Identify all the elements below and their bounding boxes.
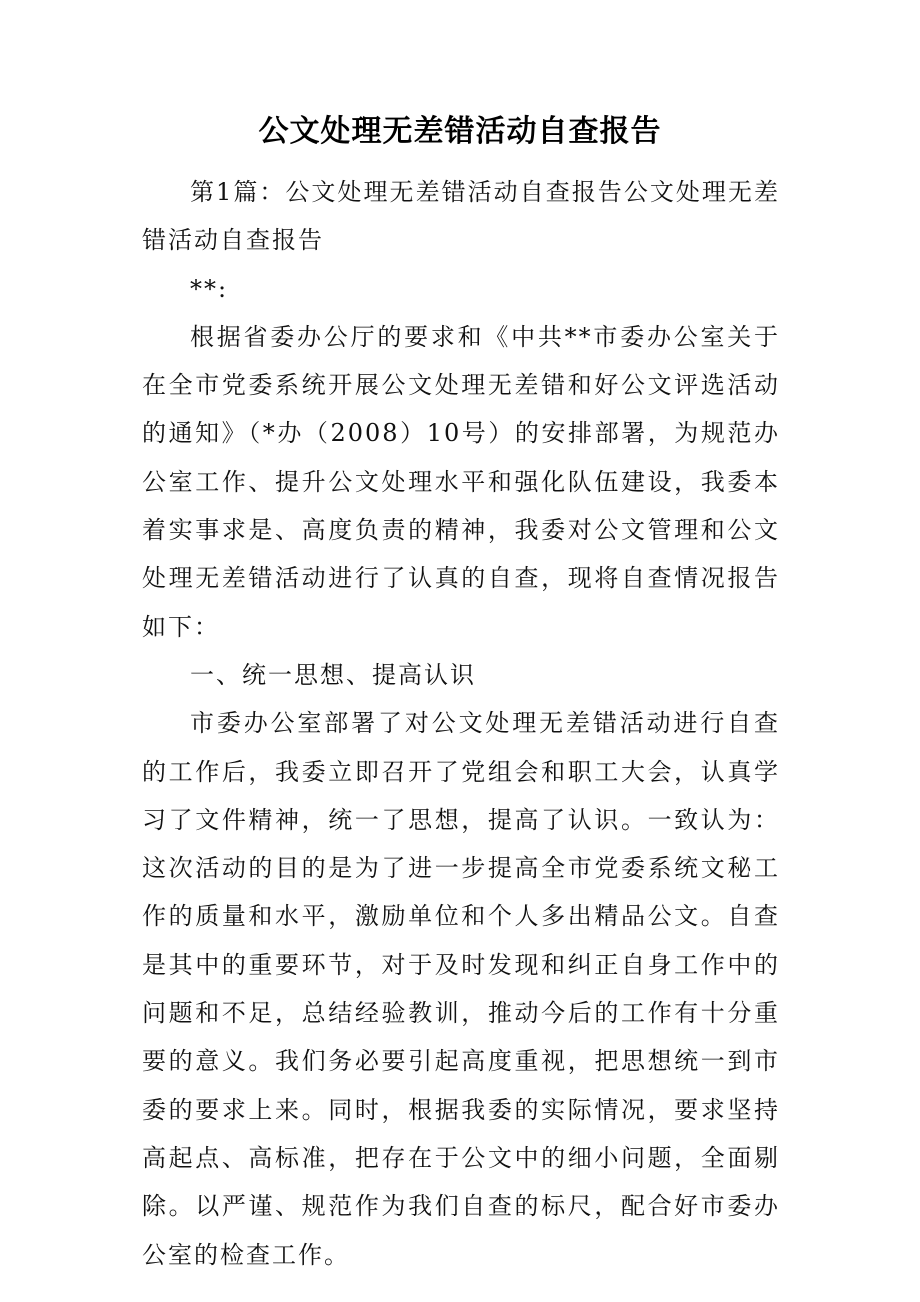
section-heading-1: 一、统一思想、提高认识: [190, 660, 476, 689]
paragraph-intro: 根据省委办公厅的要求和《中共**市委办公室关于在全市党委系统开展公文处理无差错和好公文评选活动的通知》（*办（2008）10号）的安排部署，为规范办公室工作、提升公文处理水平和强化队伍建设，我委本着实事求是、高度负责的精神，我委对公文管理和公文处理无差错活动进行了认真的自查，现将自查情况报告如下：: [142, 322, 780, 641]
paragraph-salutation: **:: [190, 274, 229, 303]
document-body: [142, 168, 780, 1279]
paragraph-part-heading: 第1篇：公文处理无差错活动自查报告公文处理无差错活动自查报告: [142, 178, 780, 255]
paragraph-section-1: 市委办公室部署了对公文处理无差错活动进行自查的工作后，我委立即召开了党组会和职工大会，认真学习了文件精神，统一了思想，提高了认识。一致认为：这次活动的目的是为了进一步提高全市党委系统文秘工作的质量和水平，激励单位和个人多出精品公文。自查是其中的重要环节，对于及时发现和纠正自身工作中的问题和不足，总结经验教训，推动今后的工作有十分重要的意义。我们务必要引起高度重视，把思想统一到市委的要求上来。同时，根据我委的实际情况，要求坚持高起点、高标准，把存在于公文中的细小问题，全面剔除。以严谨、规范作为我们自查的标尺，配合好市委办公室的检查工作。: [142, 709, 780, 1269]
document-title: 公文处理无差错活动自查报告: [258, 114, 662, 149]
